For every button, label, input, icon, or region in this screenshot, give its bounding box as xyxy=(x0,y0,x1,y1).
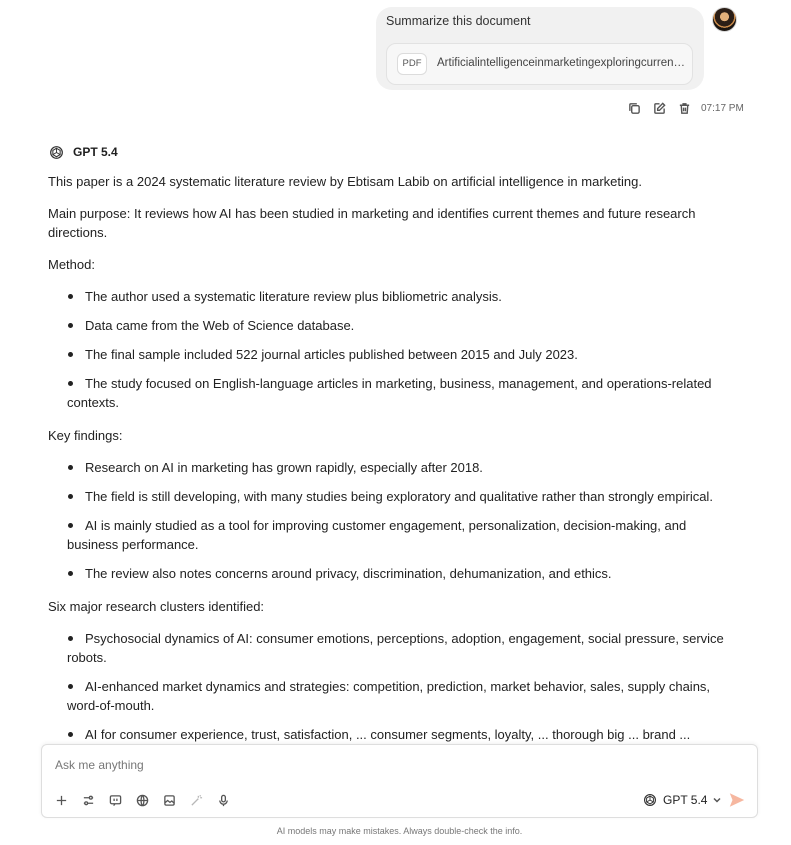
findings-list xyxy=(48,458,738,583)
magic-wand-icon[interactable] xyxy=(188,792,204,808)
trash-icon[interactable] xyxy=(676,100,692,116)
clusters-heading: Six major research clusters identified: xyxy=(48,599,265,614)
model-selector[interactable] xyxy=(643,790,722,810)
openai-logo-icon xyxy=(49,145,64,160)
chevron-down-icon xyxy=(712,795,722,805)
composer-toolbar xyxy=(53,792,242,808)
attachment-chip[interactable] xyxy=(386,43,693,85)
list-item: The final sample included 522 journal articles published between 2015 and July 2023. xyxy=(48,345,738,364)
list-item: AI-enhanced market dynamics and strategies: competition, prediction, market behavior, sales, supply chains, word-of-mouth. xyxy=(67,679,711,713)
assistant-header xyxy=(49,144,118,160)
disclaimer-text: AI models may make mistakes. Always double-check the info. xyxy=(276,826,523,836)
list-item: AI for consumer experience, trust, satisfaction, ... consumer segments, loyalty, ... thorough big ... brand ... xyxy=(48,725,738,744)
list-item: The study focused on English-language articles in marketing, business, management, and operations-related contexts. xyxy=(67,376,712,410)
user-message-bubble xyxy=(376,7,704,90)
list-item: Research on AI in marketing has grown rapidly, especially after 2018. xyxy=(48,458,738,477)
globe-icon[interactable] xyxy=(134,792,150,808)
message-time: 07:17 PM xyxy=(701,102,744,114)
microphone-icon[interactable] xyxy=(215,792,231,808)
edit-icon[interactable] xyxy=(651,100,667,116)
message-actions xyxy=(626,100,744,116)
list-item: The author used a systematic literature review plus bibliometric analysis. xyxy=(48,287,738,306)
attachment-file-name: Artificialintelligenceinmarketingexploringcurren… xyxy=(437,57,685,69)
list-item: AI is mainly studied as a tool for improving customer engagement, personalization, decision-making, and business performance. xyxy=(67,518,687,552)
method-heading: Method: xyxy=(48,257,95,272)
list-item: The field is still developing, with many studies being exploratory and qualitative rather than strongly empirical. xyxy=(48,487,738,506)
answer-intro: This paper is a 2024 systematic literature review by Ebtisam Labib on artificial intelligence in marketing. xyxy=(48,174,642,189)
chat-composer xyxy=(41,744,758,818)
user-message-text: Summarize this document xyxy=(386,14,531,28)
assistant-model-name: GPT 5.4 xyxy=(73,145,118,159)
user-avatar xyxy=(712,7,737,32)
send-icon xyxy=(728,791,746,809)
list-item: Data came from the Web of Science database. xyxy=(48,316,738,335)
clusters-list xyxy=(48,629,738,744)
image-icon[interactable] xyxy=(161,792,177,808)
answer-purpose: Main purpose: It reviews how AI has been studied in marketing and identifies current themes and future research directions. xyxy=(48,206,696,240)
list-item: Psychosocial dynamics of AI: consumer emotions, perceptions, adoption, engagement, social pressure, service robots. xyxy=(67,631,724,665)
openai-logo-icon xyxy=(643,793,657,807)
send-button[interactable] xyxy=(727,790,747,810)
model-selector-label: GPT 5.4 xyxy=(663,793,708,807)
assistant-answer xyxy=(48,172,738,744)
findings-heading: Key findings: xyxy=(48,428,123,443)
plus-icon[interactable] xyxy=(53,792,69,808)
method-list xyxy=(48,287,738,412)
pdf-badge: PDF xyxy=(397,53,427,75)
prompt-icon[interactable] xyxy=(107,792,123,808)
sliders-icon[interactable] xyxy=(80,792,96,808)
copy-icon[interactable] xyxy=(626,100,642,116)
list-item: The review also notes concerns around privacy, discrimination, dehumanization, and ethics. xyxy=(48,564,738,583)
message-input[interactable] xyxy=(55,758,655,772)
